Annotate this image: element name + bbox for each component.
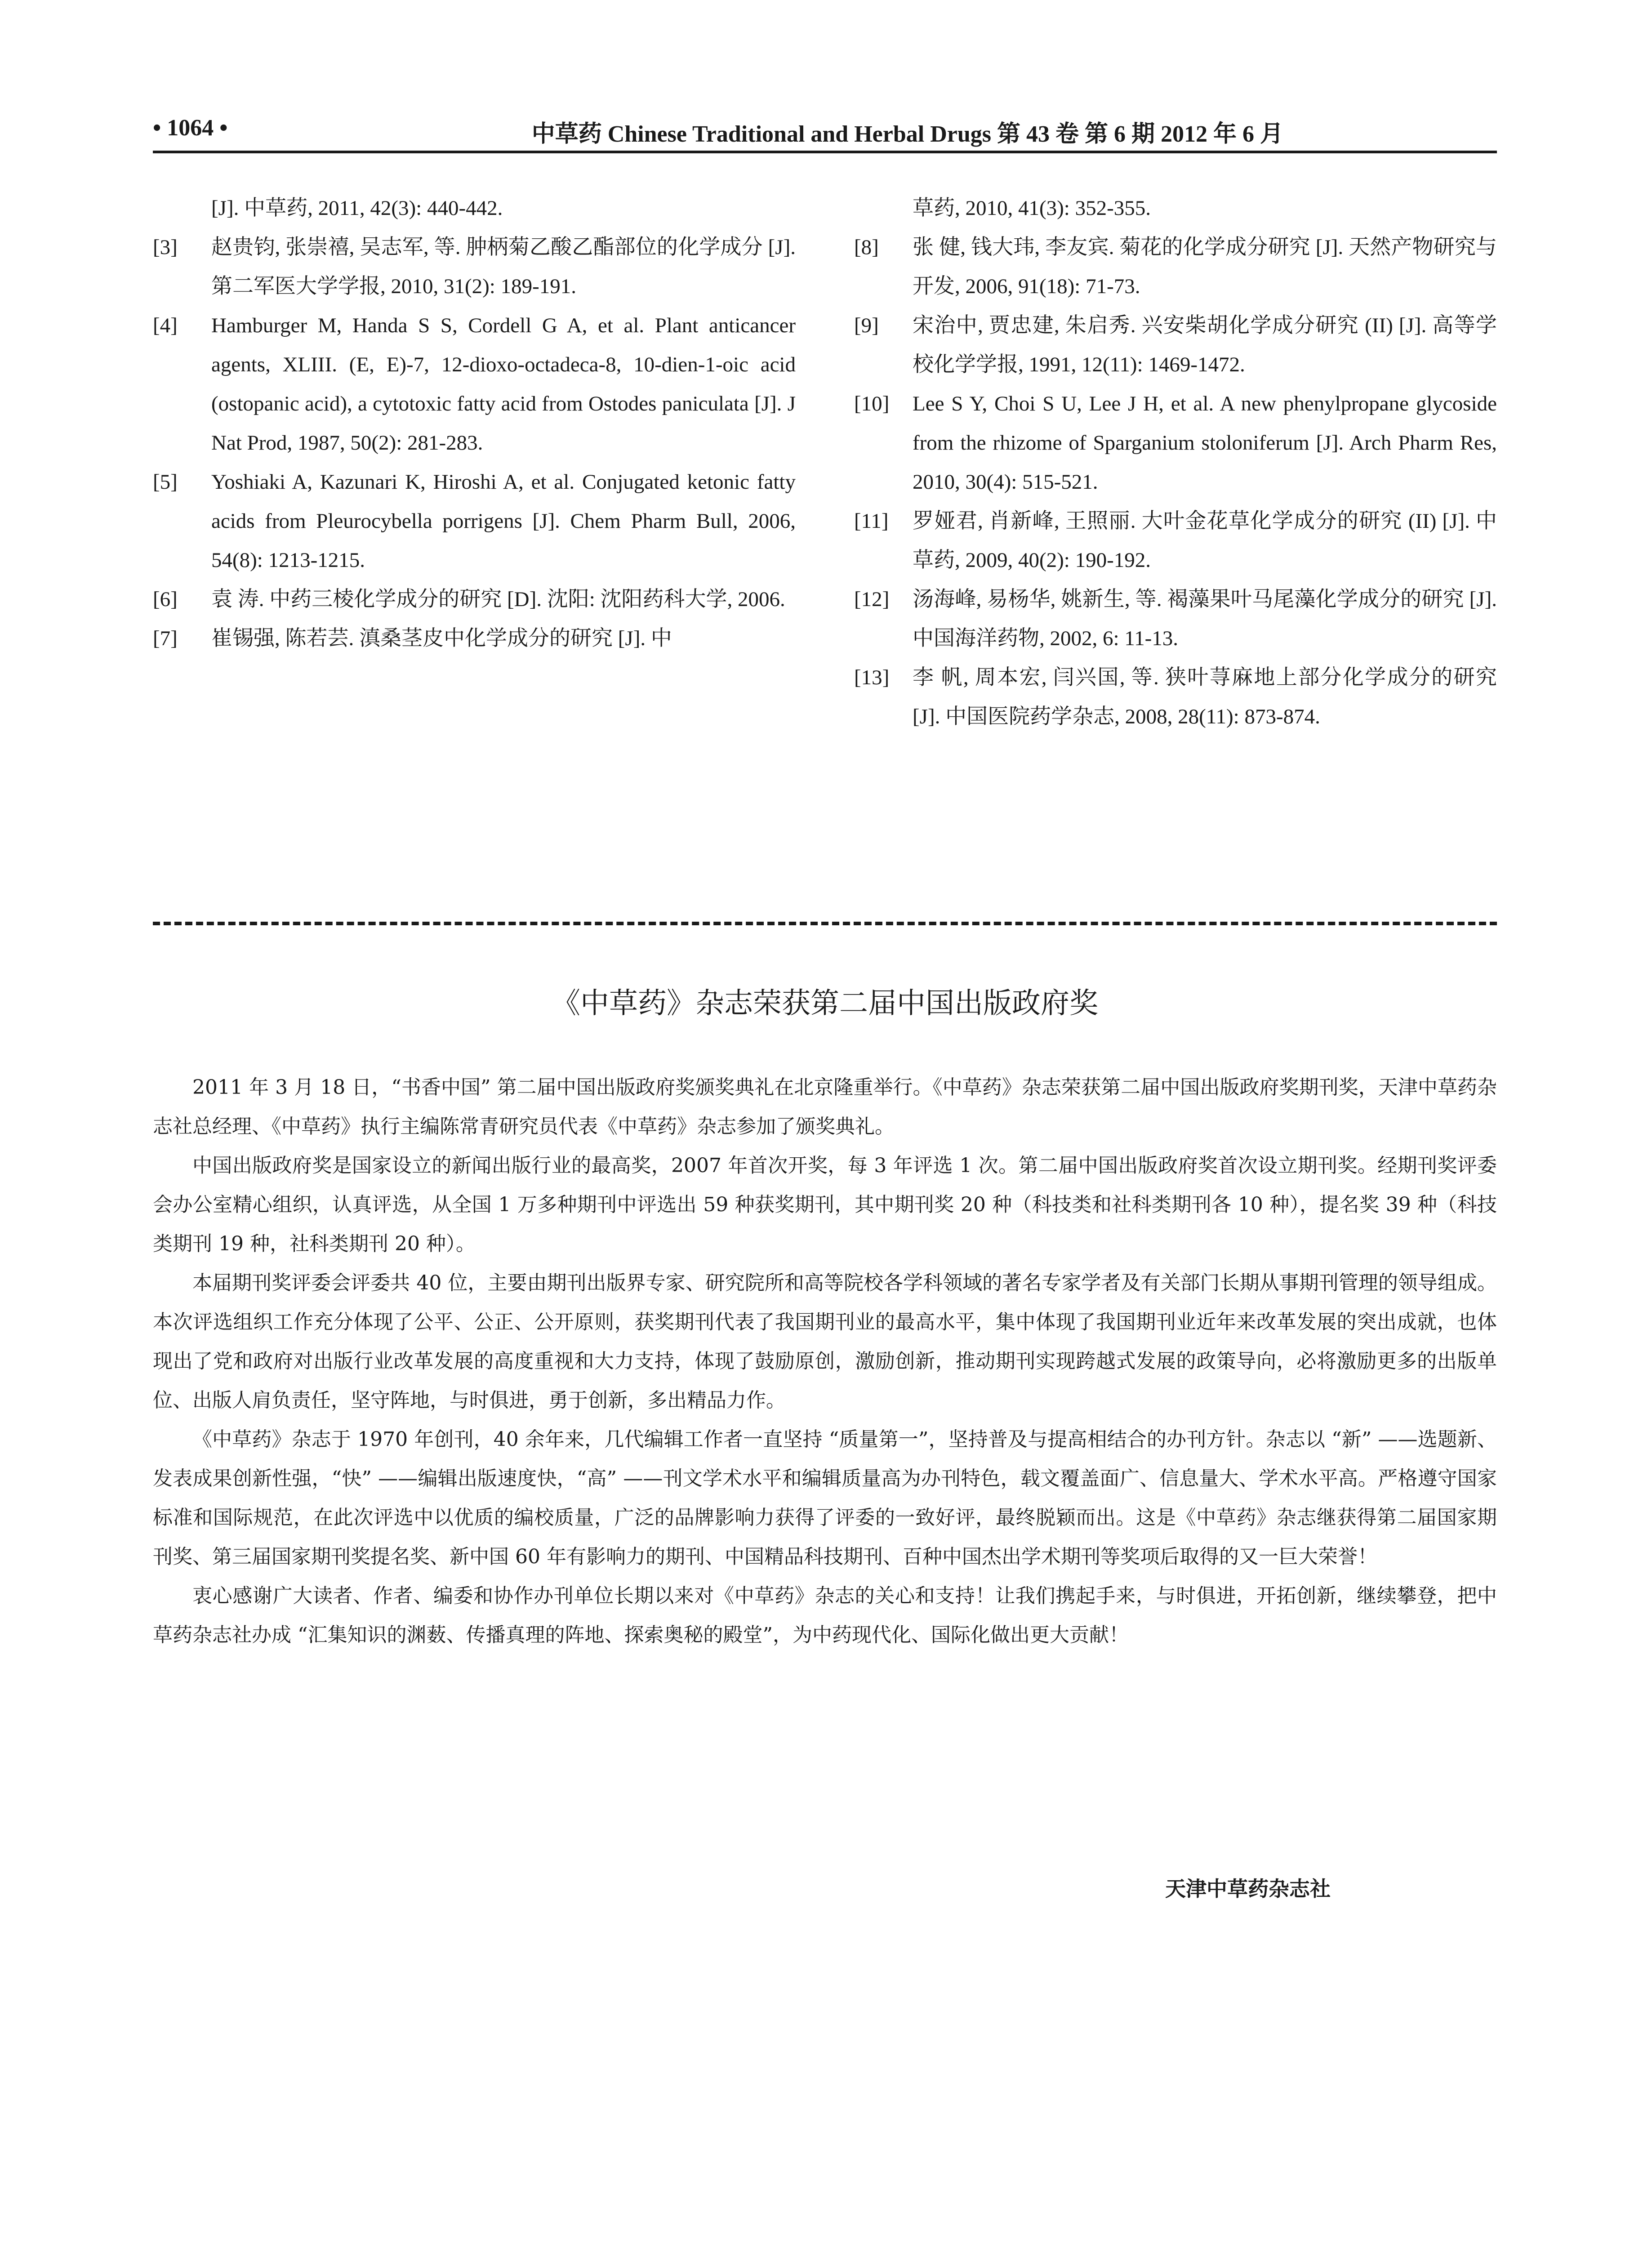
reference-item xyxy=(854,306,1497,384)
notice-paragraph: 中国出版政府奖是国家设立的新闻出版行业的最高奖，2007 年首次开奖，每 3 年评选 1 次。第二届中国出版政府奖首次设立期刊奖。经期刊奖评委会办公室精心组织，认真评选，从全国 1 万多种期刊中评选出 59 种获奖期刊，其中期刊奖 20 种（科技类和社科类期刊各 10 种），提名奖 39 种（科技类期刊 19 种，社科类期刊 20 种）。 xyxy=(153,1154,1497,1255)
reference-text: 罗娅君, 肖新峰, 王照丽. 大叶金花草化学成分的研究 (II) [J]. 中草药, 2009, 40(2): 190-192. xyxy=(913,509,1497,572)
reference-number: [9] xyxy=(854,314,879,337)
section-divider xyxy=(153,922,1497,925)
reference-item xyxy=(854,189,1497,228)
page-header xyxy=(153,115,1497,153)
reference-item xyxy=(153,306,796,463)
reference-text: 宋治中, 贾忠建, 朱启秀. 兴安柴胡化学成分研究 (II) [J]. 高等学校化学学报, 1991, 12(11): 1469-1472. xyxy=(913,314,1497,376)
reference-number: [3] xyxy=(153,236,178,259)
reference-column-right xyxy=(854,189,1497,736)
reference-number: [5] xyxy=(153,470,178,494)
reference-number: [7] xyxy=(153,627,178,650)
reference-number: [8] xyxy=(854,236,879,259)
reference-text: Lee S Y, Choi S U, Lee J H, et al. A new phenylpropane glycoside from the rhizome of Sparganium stoloniferum [J]. Arch Pharm Res, 2010, 30(4): 515-521. xyxy=(913,392,1497,494)
notice-body xyxy=(153,1068,1497,1655)
journal-running-title: 中草药 Chinese Traditional and Herbal Drugs 第 43 卷 第 6 期 2012 年 6 月 xyxy=(531,121,1283,147)
reference-item xyxy=(153,228,796,306)
reference-item xyxy=(854,228,1497,306)
notice-title: 《中草药》杂志荣获第二届中国出版政府奖 xyxy=(552,987,1098,1020)
reference-item xyxy=(854,384,1497,502)
reference-text: 赵贵钧, 张崇禧, 吴志军, 等. 肿柄菊乙酸乙酯部位的化学成分 [J]. 第二军医大学学报, 2010, 31(2): 189-191. xyxy=(211,236,796,298)
reference-text: 李 帆, 周本宏, 闫兴国, 等. 狭叶荨麻地上部分化学成分的研究 [J]. 中国医院药学杂志, 2008, 28(11): 873-874. xyxy=(913,666,1497,728)
reference-text: 汤海峰, 易杨华, 姚新生, 等. 褐藻果叶马尾藻化学成分的研究 [J]. 中国海洋药物, 2002, 6: 11-13. xyxy=(913,588,1497,650)
reference-number: [4] xyxy=(153,314,178,337)
reference-text: 草药, 2010, 41(3): 352-355. xyxy=(913,196,1151,220)
reference-text: [J]. 中草药, 2011, 42(3): 440-442. xyxy=(211,196,503,220)
reference-number: [12] xyxy=(854,588,890,611)
reference-number: [6] xyxy=(153,588,178,611)
reference-item xyxy=(153,580,796,619)
reference-text: 崔锡强, 陈若芸. 滇桑茎皮中化学成分的研究 [J]. 中 xyxy=(211,627,672,650)
notice-paragraph: 2011 年 3 月 18 日，“书香中国” 第二届中国出版政府奖颁奖典礼在北京隆重举行。《中草药》杂志荣获第二届中国出版政府奖期刊奖，天津中草药杂志社总经理、《中草药》执行主编陈常青研究员代表《中草药》杂志参加了颁奖典礼。 xyxy=(153,1076,1497,1138)
reference-text: 袁 涛. 中药三棱化学成分的研究 [D]. 沈阳: 沈阳药科大学, 2006. xyxy=(211,588,785,611)
reference-text: Hamburger M, Handa S S, Cordell G A, et al. Plant anticancer agents, XLIII. (E, E)-7, 12-dioxo-octadeca-8, 10-dien-1-oic acid (ostopanic acid), a cytotoxic fatty acid from Ostodes paniculata [J]. J Nat Prod, 1987, 50(2): 281-283. xyxy=(211,314,796,455)
reference-item xyxy=(153,189,796,228)
notice-paragraph: 本届期刊奖评委会评委共 40 位，主要由期刊出版界专家、研究院所和高等院校各学科领域的著名专家学者及有关部门长期从事期刊管理的领导组成。本次评选组织工作充分体现了公平、公正、公开原则，获奖期刊代表了我国期刊业的最高水平，集中体现了我国期刊业近年来改革发展的突出成就，也体现出了党和政府对出版行业改革发展的高度重视和大力支持，体现了鼓励原创，激励创新，推动期刊实现跨越式发展的政策导向，必将激励更多的出版单位、出版人肩负责任，坚守阵地，与时俱进，勇于创新，多出精品力作。 xyxy=(153,1271,1497,1412)
page-number: • 1064 • xyxy=(153,115,228,141)
reference-column-left xyxy=(153,189,796,658)
notice-paragraph: 《中草药》杂志于 1970 年创刊，40 余年来，几代编辑工作者一直坚持 “质量第一”，坚持普及与提高相结合的办刊方针。杂志以 “新” ——选题新、发表成果创新性强，“快” ——编辑出版速度快，“高” ——刊文学术水平和编辑质量高为办刊特色，载文覆盖面广、信息量大、学术水平高。严格遵守国家标准和国际规范，在此次评选中以优质的编校质量，广泛的品牌影响力获得了评委的一致好评，最终脱颖而出。这是《中草药》杂志继获得第二届国家期刊奖、第三届国家期刊奖提名奖、新中国 60 年有影响力的期刊、中国精品科技期刊、百种中国杰出学术期刊等奖项后取得的又一巨大荣誉！ xyxy=(153,1428,1497,1568)
reference-item xyxy=(854,580,1497,658)
reference-item xyxy=(854,502,1497,580)
reference-item xyxy=(854,658,1497,736)
reference-number: [11] xyxy=(854,509,889,533)
reference-list xyxy=(153,189,1497,787)
reference-text: 张 健, 钱大玮, 李友宾. 菊花的化学成分研究 [J]. 天然产物研究与开发, 2006, 91(18): 71-73. xyxy=(913,236,1497,298)
reference-text: Yoshiaki A, Kazunari K, Hiroshi A, et al. Conjugated ketonic fatty acids from Pleurocybella porrigens [J]. Chem Pharm Bull, 2006, 54(8): 1213-1215. xyxy=(211,470,796,572)
reference-item xyxy=(153,463,796,580)
notice-paragraph: 衷心感谢广大读者、作者、编委和协作办刊单位长期以来对《中草药》杂志的关心和支持！让我们携起手来，与时俱进，开拓创新，继续攀登，把中草药杂志社办成 “汇集知识的渊薮、传播真理的阵地、探索奥秘的殿堂”，为中药现代化、国际化做出更大贡献！ xyxy=(153,1584,1497,1646)
signature: 天津中草药杂志社 xyxy=(1165,1877,1331,1901)
reference-number: [13] xyxy=(854,666,890,689)
reference-item xyxy=(153,619,796,658)
reference-number: [10] xyxy=(854,392,890,415)
